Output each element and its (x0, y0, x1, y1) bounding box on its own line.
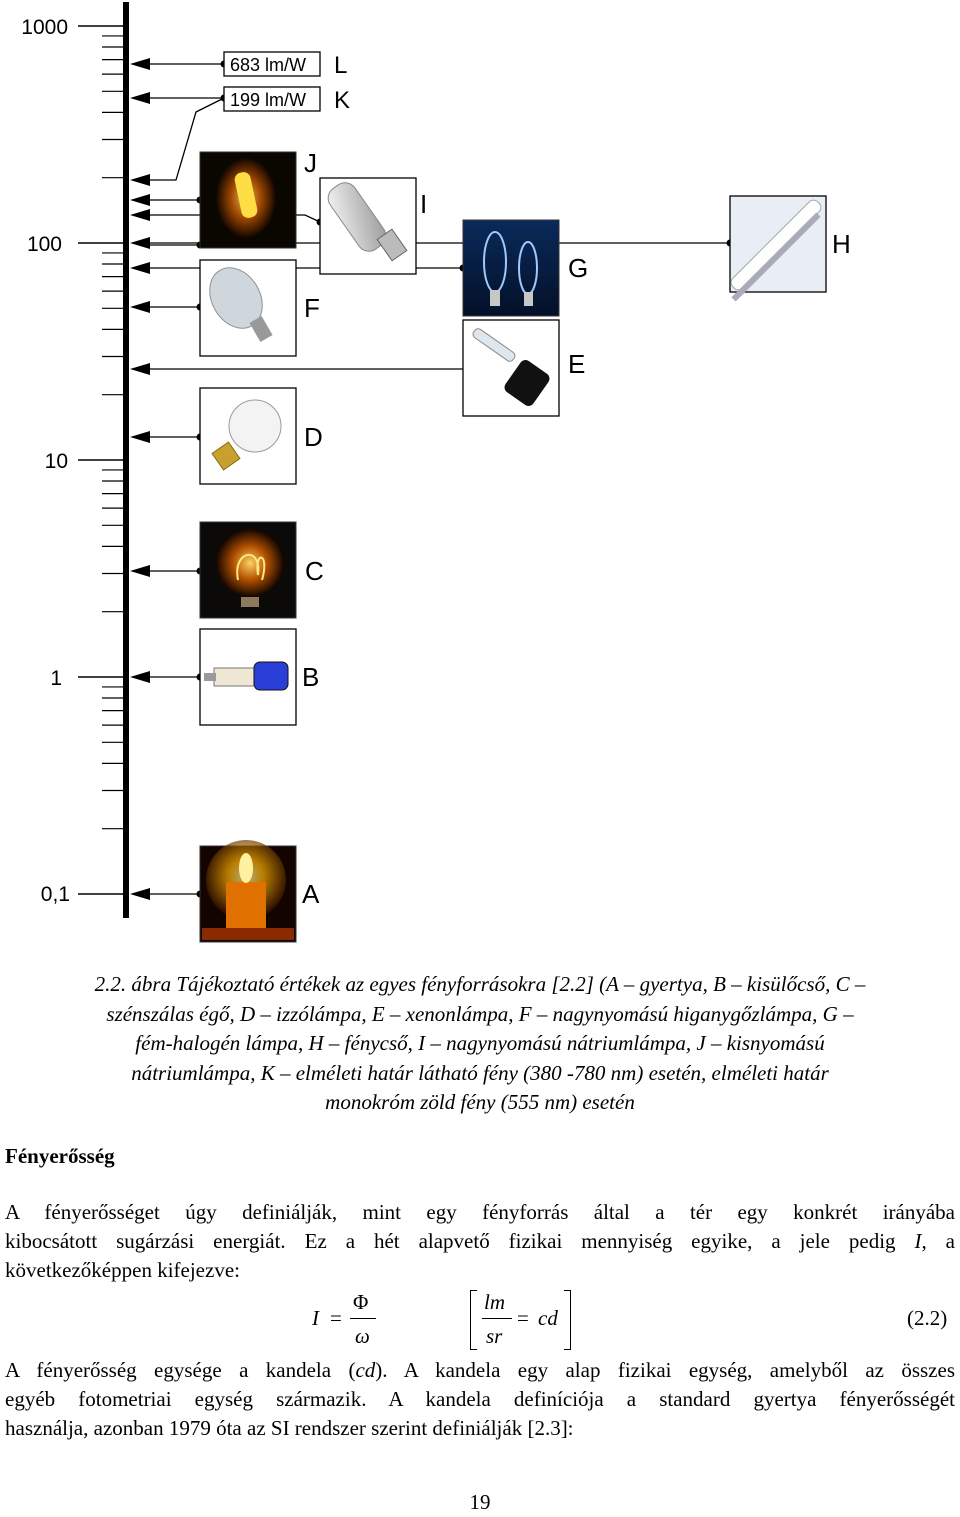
label-d: D (304, 422, 323, 452)
paragraph-line: egyéb fotometriai egység származik. A kandela definíciója a standard gyertya fényerősségét (5, 1387, 955, 1412)
paragraph-line: következőképpen kifejezve: (5, 1258, 240, 1283)
equation-number: (2.2) (907, 1306, 948, 1330)
label-i: I (420, 189, 428, 219)
label-e: E (568, 349, 586, 379)
axis-label-10: 10 (44, 450, 68, 473)
label-h: H (832, 229, 851, 259)
low-pressure-sodium-lamp-photo (200, 152, 296, 248)
axis-label-1: 1 (50, 667, 62, 690)
fraction-bar (350, 1318, 376, 1319)
caption-line: nátriumlámpa, K – elméleti határ látható fény (380 -780 nm) esetén, elméleti határ (131, 1060, 829, 1085)
figure-caption (0, 970, 960, 1118)
xenon-lamp-photo (463, 320, 559, 416)
unit-result: cd (538, 1306, 558, 1330)
label-c: C (305, 556, 324, 586)
candle-photo (200, 840, 296, 942)
paragraph-line: A fényerősséget úgy definiálják, mint egy fényforrás által a tér egy konkrét irányába (5, 1200, 955, 1224)
left-bracket (470, 1290, 477, 1350)
paragraph-text: kibocsátott sugárzási energiát. Ez a hét alapvető fizikai mennyiség egyike, a jele pedig (5, 1229, 915, 1254)
unit-numerator: lm (484, 1290, 505, 1314)
label-j: J (304, 148, 317, 178)
caption-line: szénszálas égő, D – izzólámpa, E – xenonlámpa, F – nagynyomású higanygőzlámpa, G – (106, 1001, 854, 1026)
axis-label-0-1: 0,1 (40, 883, 70, 906)
metal-halide-lamp-photo (463, 220, 559, 316)
carbon-filament-bulb-photo (200, 522, 296, 618)
limit-letter-k: K (334, 87, 351, 114)
axis-label-1000: 1000 (21, 16, 68, 39)
paragraph-candela (5, 1356, 955, 1444)
intensity-symbol: I (914, 1229, 922, 1254)
paragraph-text: , a (921, 1229, 956, 1254)
caption-line: fém-halogén lámpa, H – fénycső, I – nagynyomású nátriumlámpa, J – kisnyomású (135, 1031, 825, 1055)
label-a: A (302, 879, 320, 909)
label-b: B (302, 662, 320, 692)
glow-discharge-tube-photo (200, 629, 296, 725)
unit-equals: = (517, 1306, 529, 1330)
paragraph-intensity-definition (5, 1198, 955, 1286)
section-heading: Fényerősség (5, 1144, 115, 1168)
limit-letter-l: L (334, 52, 348, 79)
paragraph-line (5, 1356, 955, 1385)
high-pressure-sodium-lamp-photo (320, 178, 416, 274)
label-g: G (568, 253, 589, 283)
paragraph-text: ). A kandela egy alap fizikai egység, amelyből az összes (375, 1358, 955, 1382)
caption-line: 2.2. ábra Tájékoztató értékek az egyes fényforrásokra [2.2] (A – gyertya, B – kisülőcső, C – (94, 972, 866, 996)
mercury-vapor-lamp-photo (199, 258, 296, 356)
page-number: 19 (469, 1490, 491, 1514)
fluorescent-tube-photo (729, 196, 826, 302)
incandescent-bulb-photo (200, 388, 296, 484)
candela-symbol: cd (355, 1358, 376, 1382)
equation-denominator: ω (355, 1324, 370, 1348)
paragraph-line: használja, azonban 1979 óta az SI rendszer szerint definiálják [2.3]: (5, 1416, 574, 1441)
equation-numerator: Φ (353, 1290, 369, 1314)
axis-ticks (78, 26, 126, 894)
label-f: F (304, 293, 320, 323)
equation-lhs: I (312, 1306, 319, 1330)
axis-label-100: 100 (26, 233, 62, 256)
unit-fraction-bar (482, 1318, 512, 1319)
limit-value-l: 683 lm/W (230, 55, 307, 75)
caption-line: monokróm zöld fény (555 nm) esetén (325, 1090, 635, 1114)
unit-denominator: sr (486, 1324, 503, 1348)
paragraph-line (5, 1227, 955, 1256)
paragraph-text: A fényerősség egysége a kandela ( (5, 1358, 356, 1382)
equation-equals: = (330, 1306, 342, 1330)
limit-value-k: 199 lm/W (230, 90, 307, 110)
right-bracket (564, 1290, 571, 1350)
arrowheads (130, 58, 150, 900)
